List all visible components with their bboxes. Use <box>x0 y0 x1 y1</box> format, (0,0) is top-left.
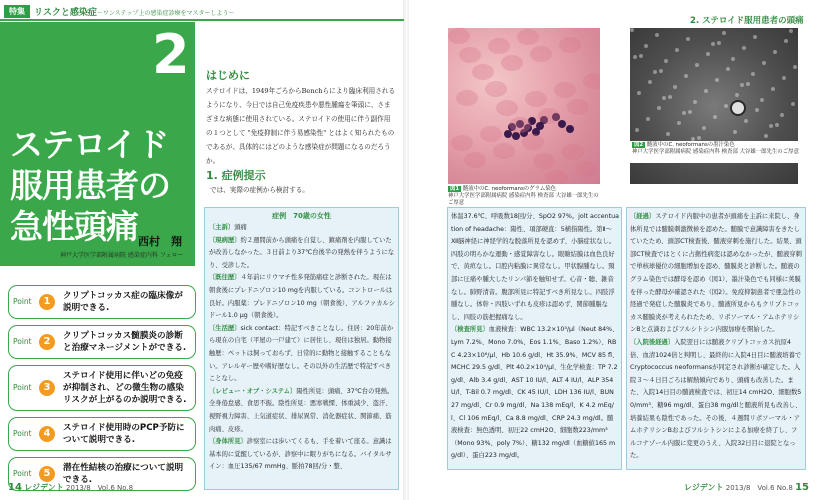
figure-credit: 神戸大学医学部附属病院 感染症内科 検査部 大谷雄一郎先生のご厚意 <box>632 149 799 155</box>
background-cell <box>583 73 600 89</box>
ink-speck <box>635 128 639 132</box>
point-number-badge: 5 <box>39 466 55 482</box>
ink-speck <box>675 48 679 52</box>
ink-speck <box>664 59 668 63</box>
background-cell <box>464 152 486 168</box>
ink-speck <box>682 111 686 115</box>
background-cell <box>493 143 515 159</box>
learning-point <box>8 365 196 411</box>
case-section-text: 約２週間前から頭痛を自覚し、鎮痛剤を内服していたが改善しなかった。３日前より37℃台後半の発熱を伴うようになり、受診した。 <box>209 236 395 269</box>
point-text: 潜在性結核の治療について説明できる. <box>63 463 184 485</box>
ink-speck <box>715 78 719 82</box>
ink-speck <box>740 83 744 87</box>
ink-speck <box>637 91 641 95</box>
ink-speck <box>724 104 728 108</box>
background-cell <box>522 134 544 150</box>
article-title-line: ステロイド <box>10 125 169 164</box>
yeast-cell <box>512 132 520 140</box>
ink-speck <box>784 39 788 43</box>
figure-gram-stain <box>448 28 600 184</box>
ink-speck <box>648 80 652 84</box>
ink-speck <box>697 136 701 140</box>
ink-speck <box>775 123 779 127</box>
case-section-label: 〔経過〕 <box>630 213 656 220</box>
case-section-text: 陽性所見：頭痛、37℃台の発熱。全身倦怠感、食思不振。陰性所見：悪寒戦慄、体重減少、盗汗、視野視力障害、上気道症状、排尿異常、消化器症状、関節痛、筋肉痛、皮疹。 <box>209 387 394 433</box>
point-number-badge: 2 <box>39 334 55 350</box>
ink-speck <box>742 46 746 50</box>
ink-speck <box>702 126 706 130</box>
intro-heading: はじめに <box>206 69 250 82</box>
point-number-badge: 4 <box>39 426 55 442</box>
ink-speck <box>782 76 786 80</box>
learning-point <box>8 325 196 359</box>
ink-speck <box>706 52 710 56</box>
case-section-text: 血液検査：WBC 13.2×10³/μl（Neut 84%、Lym 7.2%、Mono 7.0%、Eos 1.1%、Baso 1.2%）、RBC 4.23×10⁶/μl、Hb 10.6 g/dl、Ht 35.9%、MCV 85 fl、MCHC 29.5 g/dl、Plt 40.2×10⁴/μl、生化学検査：TP 7.2 g/dl、Alb 3.4 g/dl、AST 10 IU/l、ALT 4 IU/l、ALP 354 U/l、T-Bil 0.7 mg/dl、CK 45 IU/l、LDH 136 IU/l、BUN 27 mg/dl、Cr 0.9 mg/dl、Na 138 mEq/l、K 4.2 mEq/l、Cl 106 mEq/l、Ca 8.8 mg/dl、CRP 24.3 mg/dl。髄液検査：無色透明、初圧22 cmH2O、細胞数223/mm³（Mono 93%、poly 7%）、糖132 mg/dl（血糖値165 mg/dl）、蛋白223 mg/dl。 <box>451 326 619 460</box>
capsule-yeast <box>730 100 746 116</box>
point-label: Point <box>13 383 32 392</box>
point-label: Point <box>13 337 32 346</box>
background-cell <box>533 153 555 169</box>
figure-caption-text: 髄液中のC. neoformansの墨汁染色 <box>646 142 735 148</box>
article-number: 2 <box>152 23 190 86</box>
case-section-label: 〔既往歴〕 <box>209 274 241 282</box>
figure-label: 図2 <box>634 142 644 148</box>
ink-speck <box>686 37 690 41</box>
ink-speck <box>677 121 681 125</box>
case-section-text: ４年前にリウマチ性多発筋痛症と診断された。現在は朝食後にプレドニゾロン10 mgを内服している。コントロールは良好。内服薬：プレドニゾロン10 mg（朝食後）、アルファカルシドール1.0 μg（朝食後）。 <box>209 274 395 320</box>
background-cell <box>451 135 473 151</box>
ink-speck <box>780 113 784 117</box>
ink-speck <box>633 55 637 59</box>
ink-speck <box>753 35 757 39</box>
background-cell <box>525 91 547 107</box>
ink-speck <box>731 57 735 61</box>
background-cell <box>509 117 531 133</box>
ink-speck <box>744 119 748 123</box>
issue-info: 2013/8 Vol.6 No.8 <box>66 484 134 492</box>
ink-speck <box>755 108 759 112</box>
background-cell <box>567 99 589 115</box>
case-section-label: 〔主訴〕 <box>209 224 235 231</box>
ink-speck <box>751 72 755 76</box>
feature-badge: 特集 <box>4 5 30 18</box>
ink-speck <box>711 42 715 46</box>
ink-speck <box>764 134 768 138</box>
case-section-label: 〔検査所見〕 <box>451 326 489 334</box>
background-cell <box>480 126 502 142</box>
footer-right <box>684 482 809 493</box>
ink-speck <box>659 69 663 73</box>
author-affiliation: 神戸大学医学部附属病院 感染症内科 フェロー <box>60 252 184 259</box>
page-number: 15 <box>795 482 809 493</box>
background-cell <box>459 47 481 63</box>
learning-points <box>8 285 196 497</box>
case-lead-text: では、実際の症例から検討する。 <box>210 186 309 194</box>
background-cell <box>538 108 560 124</box>
case-right-text <box>630 211 803 463</box>
case-section-text: 体温37.6℃、呼吸数18回/分、SpO2 97%。jolt accentuation of headache：陽性、項部硬直：5横指陽性。第Ⅱ〜Ⅻ脳神経に神経学的な脱落所見を認めず、小脳症状なし。四肢の明らかな運動・感覚障害なし。眼瞼結膜は血色良好で、黄疸なし。口腔内粘膜に異常なし。甲状腺腫なし。頸部に圧痛や腫大したリンパ節を触知せず。心音・聴、雑音なし。肺野清音。腹部所見に特記すべき所見なし。四肢浮腫なし。体幹・四肢いずれも皮疹は認めず、関節腫脹なし、四肢の筋把握痛なし。 <box>451 213 619 321</box>
learning-point <box>8 285 196 319</box>
ink-speck <box>646 117 650 121</box>
ink-speck <box>735 93 739 97</box>
figure-credit: 神戸大学医学部附属病院 感染症内科 検査部 大谷雄一郎先生のご厚意 <box>448 193 599 206</box>
ink-speck <box>713 115 717 119</box>
ink-speck <box>666 132 670 136</box>
page-number: 14 <box>8 482 22 493</box>
ink-speck <box>695 63 699 67</box>
ink-speck <box>760 98 764 102</box>
case-section-label: 〔身体所見〕 <box>209 438 247 446</box>
point-text: クリプトコッカス症の臨床像が説明できる. <box>63 291 183 313</box>
ink-speck <box>662 96 666 100</box>
magazine-name: レジデント <box>683 483 724 492</box>
background-cell <box>456 90 478 106</box>
issue-info: 2013/8 Vol.6 No.8 <box>725 484 793 492</box>
point-text: ステロイド使用に伴いどの免疫が抑制され、どの微生物の感染リスクが上がるのか説明できる. <box>63 371 187 405</box>
point-number-badge: 1 <box>39 294 55 310</box>
right-page-section-title: 2. ステロイド服用患者の頭痛 <box>690 16 804 26</box>
page-spine <box>403 0 409 500</box>
yeast-cell <box>566 125 574 133</box>
case-section-text: 入院翌日には髄液クリプトコッカス抗原4倍、血清1024倍と判明し、最終的に入院4日目に髄液培養でCryptococcus neoformansが同定され診断が確定した。入院３〜４日目ごろは解熱傾向であり、頭痛も改善した。また、入院14日目の髄液検査では、初圧14 cmH2O、細胞数50/mm³、糖96 mg/dl、蛋白38 mg/dlと髄液所見も改善し、培養結果も陰性であった。その後、４週間リポソーマル・アムホテリシンBおよびフルシトシンによる加療を終了し、フルコナゾール内服に変更のうえ、入院32日目に退院となった。 <box>630 338 802 460</box>
background-cell <box>496 100 518 116</box>
background-cell <box>554 82 576 98</box>
case-section-text: sick contact：特記すべきことなし。住居：20年前から現在の自宅（平屋の一戸建て）に居住し、現住は独居。動物接触歴：ペットは飼っておらず、日常的に動物と接触することもない。アレルギー歴や嗜好歴なし。その以外の生活歴で特記すべきことなし。 <box>209 324 394 383</box>
figure-caption-text: 髄液中のC. neoformansのグラム染色 <box>462 186 557 192</box>
footer-left <box>8 482 133 493</box>
ink-speck <box>771 87 775 91</box>
ink-speck <box>644 44 648 48</box>
background-cell <box>485 81 507 97</box>
article-title-line: 服用患者の <box>10 166 170 205</box>
ink-speck <box>630 28 634 32</box>
ink-speck <box>655 33 659 37</box>
magazine-name: レジデント <box>24 483 64 492</box>
article-title <box>10 124 196 247</box>
feature-subtitle: 〜ワンステップ上の感染症診療をマスターしよう〜 <box>96 10 235 17</box>
yeast-cell <box>504 130 512 138</box>
background-cell <box>559 37 581 53</box>
ink-speck <box>717 41 721 45</box>
case-box-title: 症例 70歳の女性 <box>272 212 331 220</box>
background-cell <box>546 170 568 184</box>
ink-speck <box>653 70 657 74</box>
case-section-text: ステロイド内服中の患者が頭痛を主訴に来院し、身体所見では髄膜刺激徴候を認めた。髄膜で意識障害をきたしていたため、頭部CT検査後、髄液穿刺を施行した。結果、頭部CT検査ではとくに占拠性病変は認めなかったが、髄液穿刺で単核球優位の細胞増加を認め、髄膜炎と診断した。髄液のグラム染色では酵母を認め（図1）、墨汁染色でも同様に莢膜を伴った酵母が確認された（図2）。免疫抑制患者で亜急性の経過で発症した髄膜炎であり、髄液所見からもクリプトコッカス髄膜炎が考えられたため、リポソーマル・アムホテリシンBと点滴およびフルシトシン内服加療を開始した。 <box>630 213 802 334</box>
case-section-label: 〔レビュー・オブ・システム〕 <box>209 387 297 395</box>
ink-speck <box>693 100 697 104</box>
background-cell <box>562 144 584 160</box>
ink-speck <box>639 54 643 58</box>
case-section-label: 〔生活歴〕 <box>209 324 241 332</box>
section-header-bar <box>0 0 404 21</box>
ink-speck <box>773 50 777 54</box>
intro-paragraph: ステロイドは、1949年ごろからBenchらにより臨床利用されるようになり、今日では自己免疫疾患や悪性腫瘍を筆頭に、さまざまな病態に使用されている。ステロイドの使用に伴う副作用の１つとして "免疫抑制に伴う易感染性" とはよく知られたものであるが、具体的にはどのような感染症が問題になるのだろうか。 <box>206 87 396 165</box>
case-mid-text <box>451 211 619 463</box>
point-number-badge: 3 <box>39 380 55 396</box>
background-cell <box>501 55 523 71</box>
learning-point <box>8 417 196 451</box>
point-text: ステロイド使用時のPCP予防について説明できる. <box>63 423 185 445</box>
case-section-label: 〔現病歴〕 <box>209 236 241 244</box>
feature-title-main: リスクと感染症 <box>34 8 97 18</box>
ink-speck <box>791 102 795 106</box>
ink-speck <box>657 106 661 110</box>
ink-speck <box>668 95 672 99</box>
ink-speck <box>726 67 730 71</box>
ink-speck <box>746 82 750 86</box>
ink-speck <box>789 29 793 33</box>
ink-speck <box>673 85 677 89</box>
background-cell <box>472 64 494 80</box>
point-text: クリプトコッカス髄膜炎の診断と治療マネージメントができる. <box>63 331 187 353</box>
case-section-text: 頭痛 <box>234 224 247 231</box>
yeast-cell <box>558 120 566 128</box>
point-label: Point <box>13 297 32 306</box>
background-cell <box>575 161 597 177</box>
ink-speck <box>762 61 766 65</box>
figure-caption <box>632 142 800 156</box>
ink-speck <box>722 31 726 35</box>
point-label: Point <box>13 469 32 478</box>
figure-label: 図1 <box>450 186 460 192</box>
author-name: 西村 翔 <box>138 235 182 248</box>
background-cell <box>488 38 510 54</box>
case-left-text <box>209 222 395 474</box>
case-section-text: 診察室には歩いてくるも、手を着いて座る。意識は基本的に覚醒しているが、診察中に眠りがちになる。バイタルサイン：血圧135/67 mmHg、脈拍78回/分・整、 <box>209 438 392 471</box>
case-heading: 1. 症例提示 <box>206 169 266 182</box>
ink-speck <box>769 124 773 128</box>
ink-speck <box>688 110 692 114</box>
point-label: Point <box>13 429 32 438</box>
background-cell <box>517 29 539 45</box>
figure-caption <box>448 186 600 207</box>
background-cell <box>448 28 470 44</box>
ink-speck <box>684 74 688 78</box>
background-cell <box>530 46 552 62</box>
case-section-label: 〔入院後経過〕 <box>630 338 675 346</box>
ink-speck <box>793 65 797 69</box>
ink-speck <box>704 89 708 93</box>
feature-title <box>34 5 235 18</box>
article-title-line: 急性頭痛 <box>10 207 138 246</box>
ink-speck <box>733 130 737 134</box>
